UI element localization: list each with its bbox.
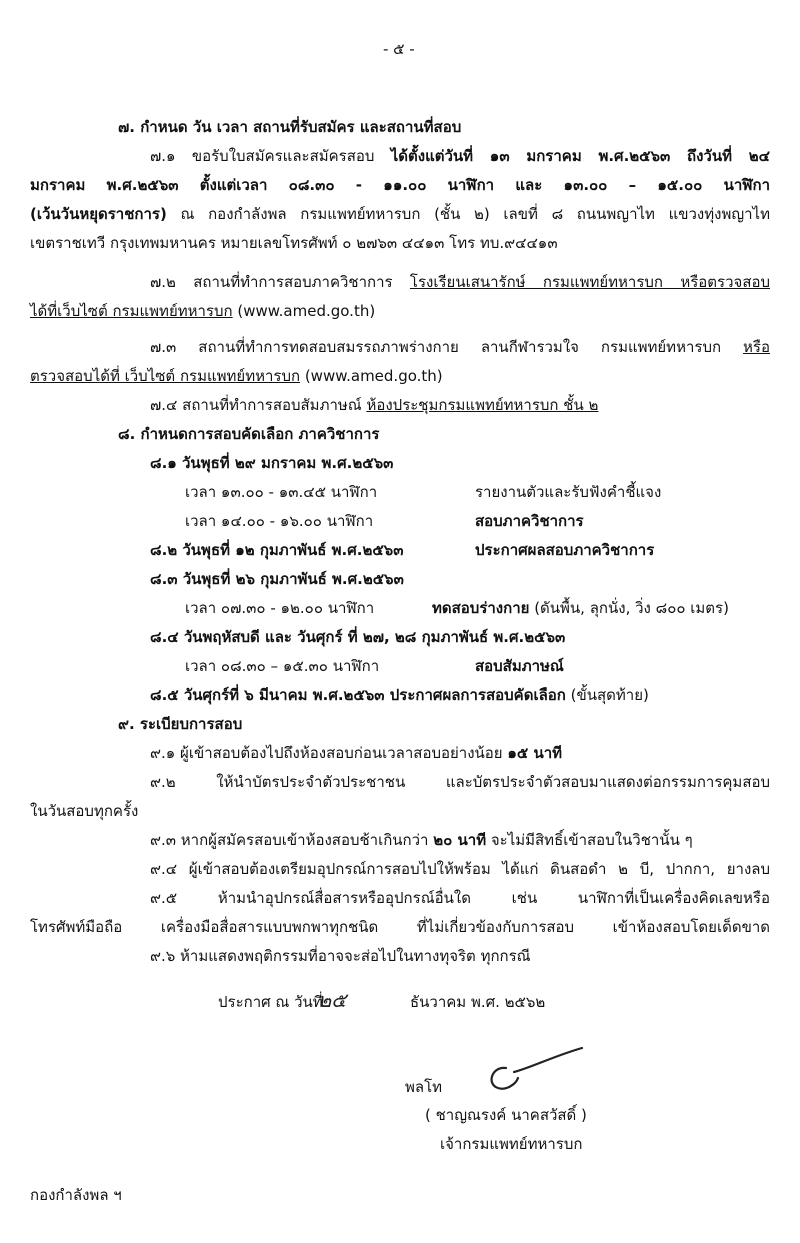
section-8-2-desc: ประกาศผลสอบภาควิชาการ	[475, 541, 655, 559]
section-7-3-website-label: ตรวจสอบได้ที่ เว็บไซต์ กรมแพทย์ทหารบก	[30, 367, 301, 385]
section-8-3-desc	[432, 599, 729, 619]
section-7-2-line-2	[30, 302, 375, 322]
section-9-1-text: ๙.๑ ผู้เข้าสอบต้องไปถึงห้องสอบก่อนเวลาสอบอย่างน้อย	[150, 744, 508, 762]
section-7-heading: ๗. กำหนด วัน เวลา สถานที่รับสมัคร และสถานที่สอบ	[118, 118, 462, 136]
section-9-3-line	[150, 831, 693, 851]
section-9-3-text: ๙.๓ หากผู้สมัครสอบเข้าห้องสอบช้าเกินกว่า	[150, 831, 434, 849]
section-7-2-location: โรงเรียนเสนารักษ์ กรมแพทย์ทหารบก หรือตรวจสอบ	[409, 273, 770, 291]
signatory-rank: พลโท	[405, 1078, 443, 1096]
section-8-1-desc-1: รายงานตัวและรับฟังคำชี้แจง	[475, 483, 662, 501]
section-8-heading: ๘. กำหนดการสอบคัดเลือก ภาควิชาการ	[118, 425, 380, 443]
section-8-4-desc: สอบสัมภาษณ์	[475, 657, 564, 675]
footer-department-note: กองกำลังพล ฯ	[30, 1186, 122, 1204]
section-7-2-lead: ๗.๒ สถานที่ทำการสอบภาควิชาการ	[150, 273, 410, 291]
section-7-3-or: หรือ	[743, 338, 770, 356]
section-8-5-note: (ขั้นสุดท้าย)	[565, 686, 649, 704]
section-8-3-desc-main: ทดสอบร่างกาย	[432, 599, 530, 617]
section-7-1-line-3	[30, 205, 770, 225]
signatory-position: เจ้ากรมแพทย์ทหารบก	[440, 1135, 583, 1153]
section-7-4-location: ห้องประชุมกรมแพทย์ทหารบก ชั้น ๒	[366, 396, 599, 414]
section-9-1-line	[150, 744, 562, 764]
section-8-5-main: ๘.๕ วันศุกร์ที่ ๖ มีนาคม พ.ศ.๒๕๖๓ ประกาศผลการสอบคัดเลือก	[150, 686, 566, 704]
section-7-3-line-1	[150, 338, 770, 358]
page-number: - ๕ -	[383, 40, 415, 58]
section-9-6-line: ๙.๖ ห้ามแสดงพฤติกรรมที่อาจจะส่อไปในทางทุจริต ทุกกรณี	[150, 947, 531, 965]
section-9-2-line-1: ๙.๒ ให้นำบัตรประจำตัวประชาชน และบัตรประจำตัวสอบมาแสดงต่อกรรมการคุมสอบ	[150, 773, 770, 791]
section-8-5-line	[150, 686, 649, 706]
section-7-1-lead: ๗.๑ ขอรับใบสมัครและสมัครสอบ	[150, 147, 391, 165]
section-7-3-line-2	[30, 367, 443, 387]
section-9-2-line-2: ในวันสอบทุกครั้ง	[30, 802, 139, 820]
announcement-date-label: ประกาศ ณ วันที่	[218, 993, 323, 1011]
section-7-2-line-1	[150, 273, 770, 293]
section-9-3-minutes: ๒๐ นาที	[433, 831, 487, 849]
section-8-3-date: ๘.๓ วันพุธที่ ๒๖ กุมภาพันธ์ พ.ศ.๒๕๖๓	[150, 570, 404, 588]
signatory-name: ( ชาญณรงค์ นาคสวัสดิ์ )	[425, 1106, 587, 1124]
section-8-1-time-1: เวลา ๑๓.๐๐ - ๑๓.๔๕ นาฬิกา	[185, 483, 378, 501]
section-8-2-date: ๘.๒ วันพุธที่ ๑๒ กุมภาพันธ์ พ.ศ.๒๕๖๓	[150, 541, 404, 559]
section-8-3-desc-detail: (ดันพื้น, ลุกนั่ง, วิ่ง ๘๐๐ เมตร)	[529, 599, 729, 617]
section-7-1-dates-start: ได้ตั้งแต่วันที่ ๑๓ มกราคม พ.ศ.๒๕๖๓ ถึงวันที่ ๒๔	[390, 147, 770, 165]
announcement-date-month-year: ธันวาคม พ.ศ. ๒๕๖๒	[410, 993, 546, 1011]
section-8-4-date: ๘.๔ วันพฤหัสบดี และ วันศุกร์ ที่ ๒๗, ๒๘ กุมภาพันธ์ พ.ศ.๒๕๖๓	[150, 628, 566, 646]
section-7-3-url: (www.amed.go.th)	[300, 367, 443, 385]
section-9-3-rest: จะไม่มีสิทธิ์เข้าสอบในวิชานั้น ๆ	[486, 831, 693, 849]
announcement-date-day: ๒๕	[318, 988, 347, 1012]
section-7-1-line-4: เขตราชเทวี กรุงเทพมหานคร หมายเลขโทรศัพท์ ๐ ๒๗๖๓ ๔๔๑๓ โทร ทบ.๙๔๔๑๓	[30, 234, 558, 252]
section-7-3-lead: ๗.๓ สถานที่ทำการทดสอบสมรรถภาพร่างกาย ลานกีฬารวมใจ กรมแพทย์ทหารบก	[150, 338, 744, 356]
section-8-1-time-2: เวลา ๑๔.๐๐ - ๑๖.๐๐ นาฬิกา	[185, 512, 374, 530]
section-7-2-url: (www.amed.go.th)	[232, 302, 376, 320]
section-7-4-lead: ๗.๔ สถานที่ทำการสอบสัมภาษณ์	[150, 396, 367, 414]
section-9-4-line: ๙.๔ ผู้เข้าสอบต้องเตรียมอุปกรณ์การสอบไปให้พร้อม ได้แก่ ดินสอดำ ๒ บี, ปากกา, ยางลบ	[150, 860, 770, 878]
section-7-4-line	[150, 396, 598, 416]
section-7-1-holiday-note: (เว้นวันหยุดราชการ)	[30, 205, 167, 223]
section-8-1-desc-2: สอบภาควิชาการ	[475, 512, 584, 530]
section-9-5-line-1: ๙.๕ ห้ามนำอุปกรณ์สื่อสารหรืออุปกรณ์อื่นใด เช่น นาฬิกาที่เป็นเครื่องคิดเลขหรือ	[150, 889, 770, 907]
section-9-5-line-2: โทรศัพท์มือถือ เครื่องมือสื่อสารแบบพกพาทุกชนิด ที่ไม่เกี่ยวข้องกับการสอบ เข้าห้องสอบโดยเด็ดขาด	[30, 918, 770, 936]
section-7-1-line-1	[150, 147, 770, 167]
section-8-3-time: เวลา ๐๗.๓๐ - ๑๒.๐๐ นาฬิกา	[185, 599, 375, 617]
section-7-2-website-label: ได้ที่เว็บไซต์ กรมแพทย์ทหารบก	[30, 302, 233, 320]
section-7-1-line-2: มกราคม พ.ศ.๒๕๖๓ ตั้งแต่เวลา ๐๘.๓๐ - ๑๑.๐๐ นาฬิกา และ ๑๓.๐๐ – ๑๕.๐๐ นาฬิกา	[30, 176, 770, 194]
section-9-1-minutes: ๑๕ นาที	[507, 744, 563, 762]
section-8-4-time: เวลา ๐๘.๓๐ – ๑๕.๓๐ นาฬิกา	[185, 657, 380, 675]
section-8-1-date: ๘.๑ วันพุธที่ ๒๙ มกราคม พ.ศ.๒๕๖๓	[150, 454, 394, 472]
section-7-1-address: ณ กองกำลังพล กรมแพทย์ทหารบก (ชั้น ๒) เลขที่ ๘ ถนนพญาไท แขวงทุ่งพญาไท	[166, 205, 770, 223]
section-9-heading: ๙. ระเบียบการสอบ	[118, 715, 243, 733]
signature-mark	[478, 1038, 588, 1098]
